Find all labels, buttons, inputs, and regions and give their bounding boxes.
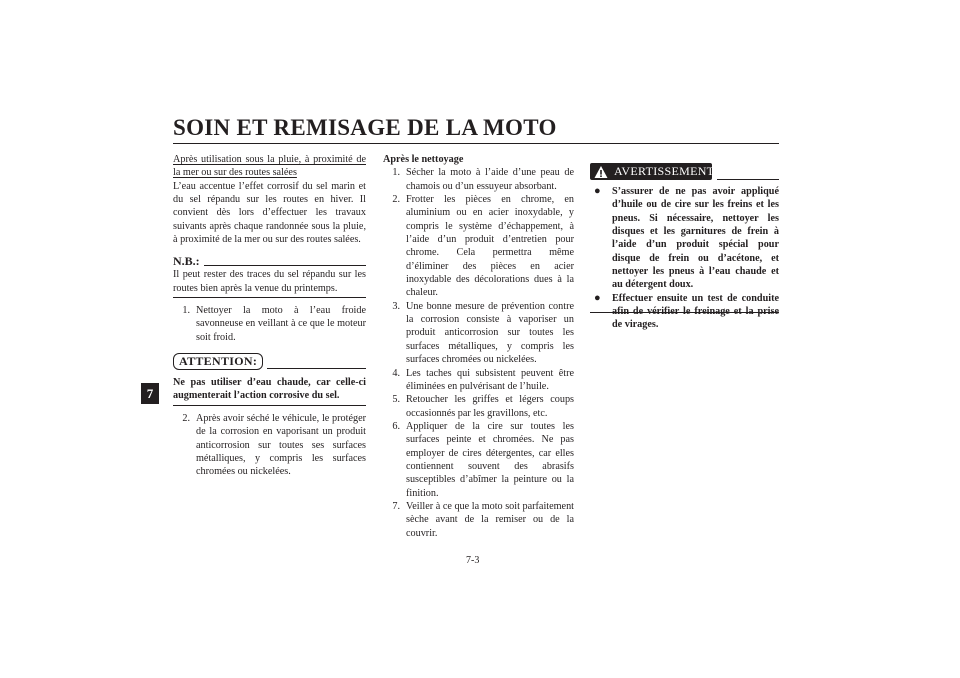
list-item — [383, 420, 574, 500]
left-column — [173, 153, 366, 479]
list-item — [383, 300, 574, 367]
step-text: Retoucher les griffes et légers coups occasionnés par les gravillons, etc. — [406, 394, 574, 419]
attention-rule — [267, 368, 366, 369]
page-title: SOIN ET REMISAGE DE LA MOTO — [173, 115, 557, 140]
step-number: 5. — [392, 394, 400, 406]
after-cleaning-heading: Après le nettoyage — [383, 154, 464, 165]
step-number: 2. — [392, 194, 400, 206]
after-cleaning-list — [383, 166, 574, 540]
step-text: Après avoir séché le véhicule, le protéger de la corrosion en vaporisant un produit anticorrosion sur toutes ses surfaces métalliques, y compris les surfaces chromées ou nickelées. — [196, 412, 366, 478]
title-rule — [173, 143, 779, 144]
step-number: 1. — [182, 305, 190, 317]
step-number: 1. — [392, 167, 400, 179]
warning-triangle-icon — [594, 165, 608, 179]
warning-body — [590, 185, 779, 332]
attention-end-rule — [173, 405, 366, 406]
bullet-icon: ● — [594, 291, 601, 304]
warning-header-rule — [717, 179, 779, 180]
step-text: Veiller à ce que la moto soit parfaitement sèche avant de la remiser ou de la couvrir. — [406, 500, 574, 539]
note-label: N.B.: — [173, 254, 200, 269]
warning-label: AVERTISSEMENT — [614, 164, 715, 178]
rain-section-intro: L’eau accentue l’effet corrosif du sel marin et du sel répandu sur les routes en hiver. Il convient dès lors d’effectuer les travaux suivants après chaque randonnée sous la pluie, à proximité de la mer ou sur des routes salées. — [173, 180, 366, 246]
list-item — [383, 367, 574, 394]
step-number: 3. — [392, 300, 400, 312]
step-text: Une bonne mesure de prévention contre la corrosion consiste à vaporiser un produit anticorrosion sur toutes les surfaces métalliques, y compris les surfaces chromées ou nickelées. — [406, 300, 574, 366]
warning-end-rule — [590, 312, 779, 313]
warning-bullet-text: S’assurer de ne pas avoir appliqué d’huile ou de cire sur les freins et les pneus. Si nécessaire, nettoyer les disques et les garnitures de frein à l’aide d’un produit spécial pour disque de frein ou d’acétone, et nettoyer les pneus à l’eau chaude et au détergent doux. — [612, 186, 779, 291]
attention-text: Ne pas utiliser d’eau chaude, car celle-ci augmenterait l’action corrosive du sel. — [173, 377, 366, 402]
chapter-tab: 7 — [141, 383, 159, 404]
step-number: 2. — [182, 412, 190, 424]
attention-header — [173, 353, 366, 370]
list-item — [173, 304, 366, 344]
step-number: 7. — [392, 500, 400, 512]
note-text: Il peut rester des traces du sel répandu sur les routes bien après la venue du printemps. — [173, 269, 366, 294]
attention-label: ATTENTION: — [173, 353, 263, 370]
list-item — [173, 412, 366, 479]
note-header — [173, 254, 366, 268]
step-text: Les taches qui subsistent peuvent être éliminées en pulvérisant de l’huile. — [406, 367, 574, 392]
warning-bullet-text: Effectuer ensuite un test de conduite de virages. — [612, 292, 779, 331]
step-number: 4. — [392, 367, 400, 379]
step-text: Sécher la moto à l’aide d’une peau de chamois ou d’un essuyeur absorbant. — [406, 167, 574, 192]
rain-section-heading: Après utilisation sous la pluie, à proximité de la mer ou sur des routes salées — [173, 154, 366, 179]
warning-bullet-item — [590, 185, 779, 292]
note-rule — [204, 265, 366, 266]
middle-column — [383, 153, 574, 540]
step-text: Frotter les pièces en chrome, en aluminium ou en acier inoxydable, y compris le système d’échappement, à l’aide d’un produit d’entretien pour chrome. Cela permettra même d’éliminer des pièces en acier inoxydable des décolorations dues à la chaleur. — [406, 194, 574, 299]
page-number: 7-3 — [466, 555, 480, 566]
list-item — [383, 166, 574, 193]
warning-badge — [590, 163, 715, 180]
step-text: Nettoyer la moto à l’eau froide savonneuse en veillant à ce que le moteur soit froid. — [196, 305, 366, 343]
step-text: Appliquer de la cire sur toutes les surfaces peinte et chromées. Ne pas employer de cires détergentes, car elles contiennent souvent des abrasifs susceptibles d’abîmer la peinture ou la finition. — [406, 420, 574, 499]
list-item — [383, 393, 574, 420]
list-item — [383, 500, 574, 540]
note-end-rule — [173, 297, 366, 298]
list-item — [383, 193, 574, 300]
bullet-icon: ● — [594, 185, 601, 197]
step-number: 6. — [392, 420, 400, 432]
